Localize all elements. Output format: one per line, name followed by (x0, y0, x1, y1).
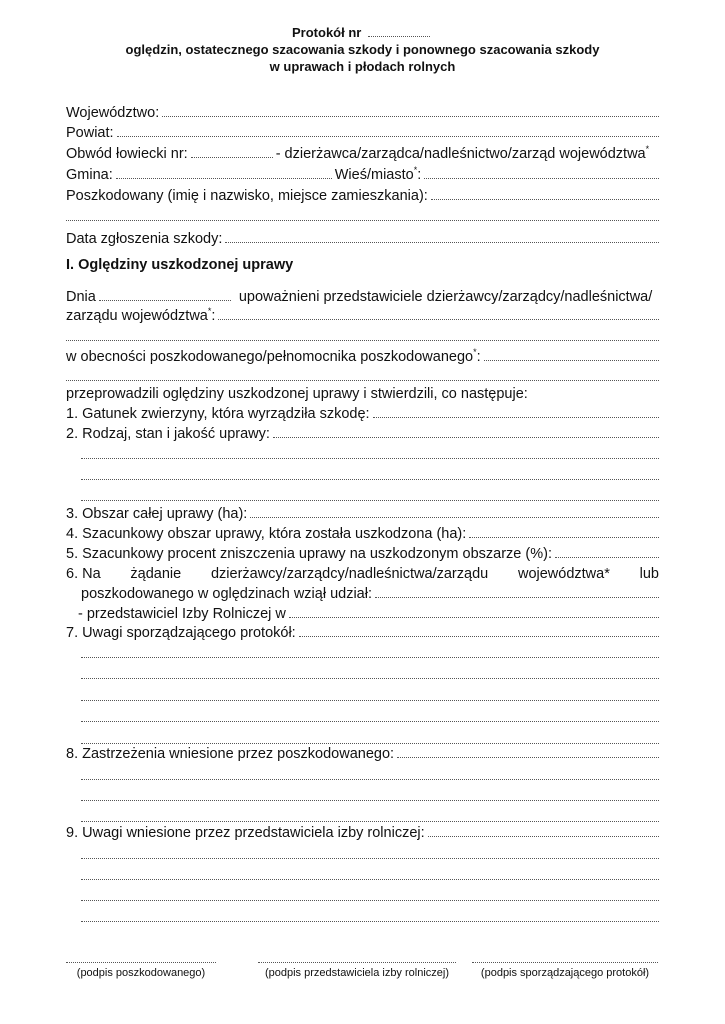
przeprowadzili-text: przeprowadzili oględziny uszkodzonej uprawy i stwierdzili, co następuje: (66, 386, 528, 402)
item-9-field-2[interactable] (81, 846, 659, 859)
zarzadu-field-2[interactable] (66, 328, 659, 341)
item-2-field-4[interactable] (81, 488, 659, 501)
gmina-label: Gmina: (66, 167, 113, 183)
poszkodowany-label: Poszkodowany (imię i nazwisko, miejsce zamieszkania): (66, 188, 428, 204)
obecnosci-row-2 (66, 368, 659, 381)
gmina-row: Gmina: Wieś/miasto * : (66, 166, 659, 185)
footnote-mark: * (473, 347, 477, 357)
footnote-mark: * (207, 306, 212, 316)
dnia-field[interactable] (99, 288, 231, 301)
footnote-mark: * (645, 144, 650, 154)
item-2-field-3[interactable] (81, 467, 659, 480)
obecnosci-row: w obecności poszkodowanego/pełnomocnika poszkodowanego * : (66, 348, 659, 367)
item-7-row-2 (81, 645, 659, 658)
document-subtitle-2: w uprawach i płodach rolnych (269, 59, 456, 74)
item-9-row-5 (81, 909, 659, 922)
item-7-field-2[interactable] (81, 645, 659, 658)
item-9-field-5[interactable] (81, 909, 659, 922)
obecnosci-label: w obecności poszkodowanego/pełnomocnika poszkodowanego (66, 349, 474, 365)
signature-sporzadzajacego (472, 952, 658, 979)
item-6-row-3 (78, 605, 659, 623)
powiat-row (66, 124, 659, 142)
document-subtitle-1: oględzin, ostatecznego szacowania szkody i ponownego szacowania szkody (125, 42, 600, 57)
item-9-field-4[interactable] (81, 888, 659, 901)
item-7-field-3[interactable] (81, 666, 659, 679)
item-8-field-2[interactable] (81, 767, 659, 780)
item-6-word: żądanie (130, 566, 182, 582)
item-5-row (66, 545, 659, 563)
signature-line-poszkodowanego[interactable] (66, 952, 216, 963)
item-6-row-2 (81, 585, 659, 603)
item-2-label: 2. Rodzaj, stan i jakość uprawy: (66, 426, 270, 442)
item-7-row-5 (81, 709, 659, 722)
poszkodowany-row (66, 187, 659, 205)
poszkodowany-field[interactable] (431, 187, 659, 200)
item-1-label: 1. Gatunek zwierzyny, która wyrządziła szkodę: (66, 406, 370, 422)
item-9-label: 9. Uwagi wniesione przez przedstawiciela izby rolniczej: (66, 825, 425, 841)
poszkodowany-field-2[interactable] (66, 208, 659, 221)
wies-field[interactable] (424, 166, 659, 179)
item-6-line-3-label: - przedstawiciel Izby Rolniczej w (78, 606, 286, 622)
item-1-row (66, 405, 659, 423)
zarzadu-row: zarządu województwa * : (66, 307, 659, 326)
item-7-row-6 (81, 731, 659, 744)
przeprowadzili-row (66, 385, 659, 403)
signature-line-izby[interactable] (258, 952, 456, 963)
item-8-row (66, 745, 659, 763)
document-title (0, 24, 725, 41)
item-4-field[interactable] (469, 525, 659, 538)
item-9-field[interactable] (428, 824, 659, 837)
item-8-row-3 (81, 788, 659, 801)
item-9-row (66, 824, 659, 842)
item-5-field[interactable] (555, 545, 659, 558)
title-text: Protokół nr (292, 25, 362, 40)
item-6-line-2-label: poszkodowanego w oględzinach wziął udział: (81, 586, 372, 602)
footnote-mark: * (413, 165, 418, 175)
izba-rolnicza-field[interactable] (289, 605, 659, 618)
data-zgloszenia-label: Data zgłoszenia szkody: (66, 231, 223, 247)
poszkodowany-row-2 (66, 208, 659, 221)
item-2-field[interactable] (273, 425, 659, 438)
obecnosci-field-2[interactable] (66, 368, 659, 381)
item-9-row-3 (81, 867, 659, 880)
item-2-row (66, 425, 659, 443)
item-9-field-3[interactable] (81, 867, 659, 880)
item-3-row (66, 505, 659, 523)
item-8-row-4 (81, 809, 659, 822)
zarzadu-label: zarządu województwa (66, 308, 208, 324)
item-1-field[interactable] (373, 405, 659, 418)
obecnosci-field[interactable] (484, 348, 659, 361)
upowaznieni-label: upoważnieni przedstawiciele dzierżawcy/zarządcy/nadleśnictwa/ (238, 289, 653, 305)
item-6-word: lub (639, 566, 659, 582)
item-7-field-5[interactable] (81, 709, 659, 722)
item-9-row-2 (81, 846, 659, 859)
signature-poszkodowanego (66, 952, 216, 979)
dnia-row (66, 288, 659, 306)
item-7-row-3 (81, 666, 659, 679)
item-4-label: 4. Szacunkowy obszar uprawy, która została uszkodzona (ha): (66, 526, 467, 542)
wojewodztwo-field[interactable] (162, 104, 659, 117)
obwod-row (66, 145, 659, 164)
wojewodztwo-label: Województwo: (66, 105, 160, 121)
obwod-field[interactable] (191, 145, 273, 158)
item-6-word: dzierżawcy/zarządcy/nadleśnictwa/zarządu (210, 566, 489, 582)
signature-line-sporzadzajacego[interactable] (472, 952, 658, 963)
item-8-field-3[interactable] (81, 788, 659, 801)
item-2-row-2 (81, 446, 659, 459)
signature-label-poszkodowanego: (podpis poszkodowanego) (76, 967, 206, 979)
item-3-label: 3. Obszar całej uprawy (ha): (66, 506, 248, 522)
powiat-label: Powiat: (66, 125, 114, 141)
item-3-field[interactable] (250, 505, 659, 518)
item-6-word: województwa* (517, 566, 610, 582)
item-7-label: 7. Uwagi sporządzającego protokół: (66, 625, 296, 641)
item-2-row-4 (81, 488, 659, 501)
item-8-field-4[interactable] (81, 809, 659, 822)
dzierzawca-label: - dzierżawca/zarządca/nadleśnictwo/zarząd województwa (275, 146, 646, 162)
item-7-field-6[interactable] (81, 731, 659, 744)
wies-label: Wieś/miasto (334, 167, 414, 183)
section-1-title: I. Oględziny uszkodzonej uprawy (66, 257, 294, 273)
item-2-field-2[interactable] (81, 446, 659, 459)
gmina-field[interactable] (116, 166, 332, 179)
data-zgloszenia-row (66, 230, 659, 248)
signature-label-izby: (podpis przedstawiciela izby rolniczej) (264, 967, 450, 979)
item-8-label: 8. Zastrzeżenia wniesione przez poszkodowanego: (66, 746, 395, 762)
item-7-field-4[interactable] (81, 688, 659, 701)
obwod-label: Obwód łowiecki nr: (66, 146, 188, 162)
signature-label-sporzadzajacego: (podpis sporządzającego protokół) (480, 967, 650, 979)
item-6-field[interactable] (375, 585, 659, 598)
item-7-field[interactable] (299, 624, 659, 637)
item-6-word: 6. Na (66, 566, 101, 582)
dnia-label: Dnia (66, 289, 96, 305)
item-4-row (66, 525, 659, 543)
signature-izby (258, 952, 456, 979)
zarzadu-field[interactable] (218, 307, 659, 320)
item-5-label: 5. Szacunkowy procent zniszczenia uprawy na uszkodzonym obszarze (%): (66, 546, 552, 562)
powiat-field[interactable] (117, 124, 659, 137)
item-9-row-4 (81, 888, 659, 901)
wojewodztwo-row (66, 104, 659, 122)
item-8-row-2 (81, 767, 659, 780)
zarzadu-row-2 (66, 328, 659, 341)
item-7-row (66, 624, 659, 642)
item-2-row-3 (81, 467, 659, 480)
protocol-number-field[interactable] (368, 24, 430, 37)
data-zgloszenia-field[interactable] (225, 230, 659, 243)
item-6-row (66, 565, 659, 583)
item-7-row-4 (81, 688, 659, 701)
item-8-field[interactable] (397, 745, 659, 758)
